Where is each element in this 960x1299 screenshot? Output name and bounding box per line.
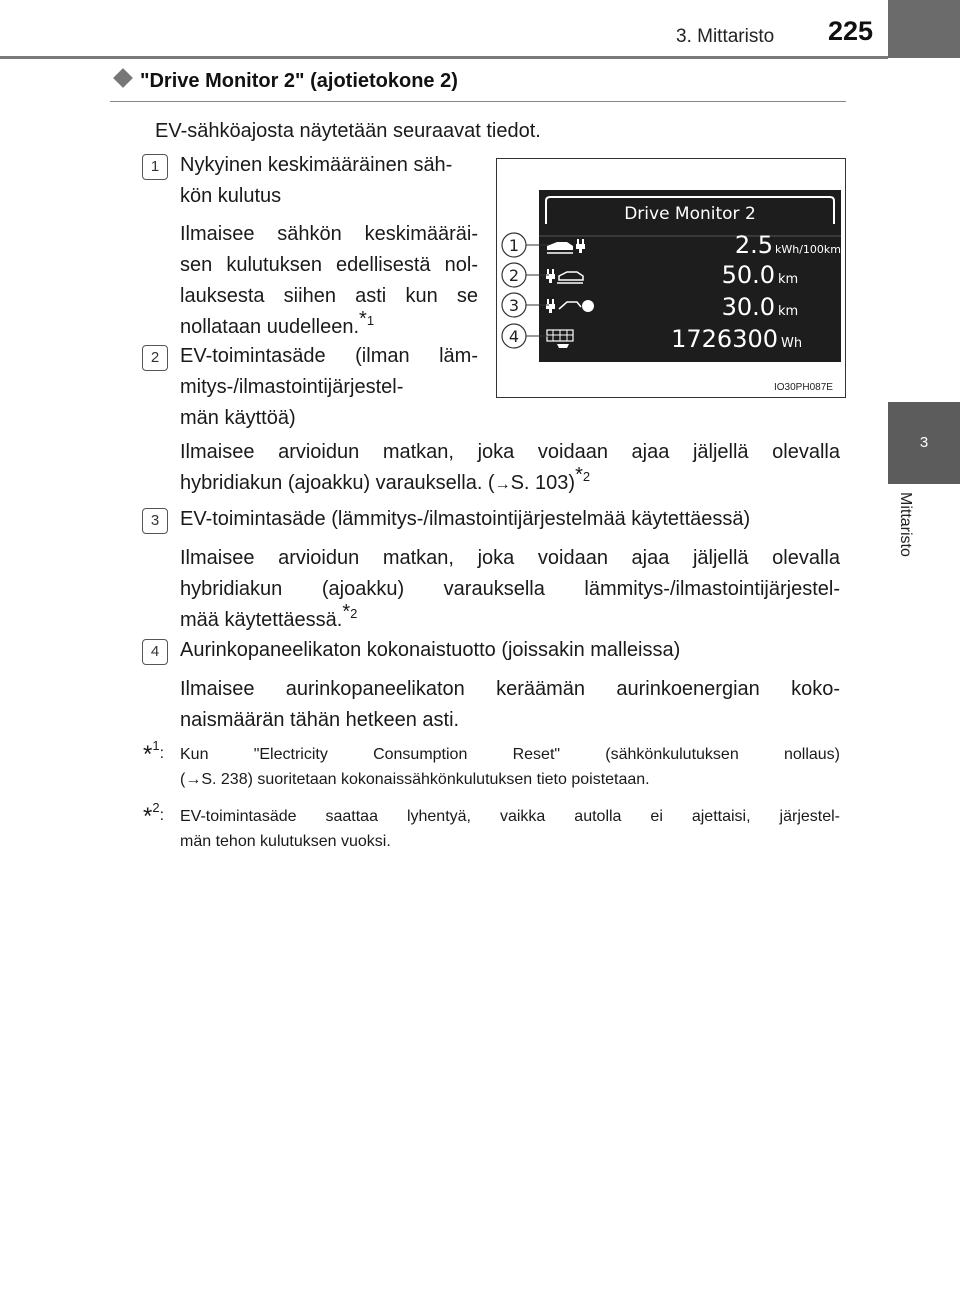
footnote-text: Kun "Electricity Consumption Reset" (sähkönkulutuksen nollaus) (→S. 238) suoritetaan kokonaissähkönkulutuksen tieto poistetaan. xyxy=(180,746,840,788)
section-title: "Drive Monitor 2" (ajotietokone 2) xyxy=(110,70,458,93)
display-value: 2.5 xyxy=(734,231,773,259)
callout-number: 1 xyxy=(508,236,520,255)
item-description: Ilmaisee aurinkopaneelikaton keräämän aurinkoenergian koko- naismäärän tähän hetkeen asti. xyxy=(180,678,840,731)
side-tab-number: 3 xyxy=(888,402,960,484)
display-title: Drive Monitor 2 xyxy=(624,204,756,224)
item-number-badge: 1 xyxy=(142,154,168,180)
callout-number: 2 xyxy=(508,266,520,285)
display-value: 50.0 xyxy=(721,261,775,289)
item-title: Nykyinen keskimääräinen säh- kön kulutus xyxy=(180,154,453,207)
arrow-right-icon: → xyxy=(494,476,511,493)
side-tab-label: Mittaristo xyxy=(897,492,914,557)
header-chapter: 3. Mittaristo xyxy=(676,26,775,47)
item-number-badge: 3 xyxy=(142,508,168,534)
display-unit: km xyxy=(778,272,799,287)
footnote-mark: *$^2$: xyxy=(143,800,165,830)
footnote-mark: *$^1$: xyxy=(143,738,165,768)
page-number: 225 xyxy=(828,16,874,46)
display-unit: Wh xyxy=(781,336,803,351)
arrow-right-icon: → xyxy=(185,771,202,788)
item-description: Ilmaisee sähkön keskimääräi- sen kulutuksen edellisestä nol- lauksesta siihen asti kun se nollataan uudelleen.$^{*1}$ xyxy=(180,223,478,338)
item-title: Aurinkopaneelikaton kokonaistuotto (joissakin malleissa) xyxy=(180,639,681,661)
item-number-badge: 2 xyxy=(142,345,168,371)
display-unit: km xyxy=(778,304,799,319)
header-rule xyxy=(0,56,888,59)
figure-frame xyxy=(496,158,846,398)
footnote-text: EV-toimintasäde saattaa lyhentyä, vaikka autolla ei ajettaisi, järjestel- män tehon kulutuksen vuoksi. xyxy=(180,808,840,850)
figure-code: IO30PH087E xyxy=(774,382,833,393)
side-tab-top xyxy=(888,0,960,58)
callout-number: 3 xyxy=(508,296,520,315)
item-title: EV-toimintasäde (lämmitys-/ilmastointijärjestelmää käytettäessä) xyxy=(180,508,751,530)
display-unit: kWh/100km xyxy=(775,243,842,256)
item-description: Ilmaisee arvioidun matkan, joka voidaan ajaa jäljellä olevalla hybridiakun (ajoakku) varauksella. (→S. 103)$^{*2}$ xyxy=(180,441,840,494)
diamond-icon xyxy=(113,68,133,88)
display-value: 1726300 xyxy=(671,325,778,353)
section-rule xyxy=(110,101,846,102)
item-title: EV-toimintasäde (ilman läm- mitys-/ilmastointijärjestel- män käyttöä) xyxy=(180,345,478,429)
item-description: Ilmaisee arvioidun matkan, joka voidaan ajaa jäljellä olevalla hybridiakun (ajoakku) varauksella lämmitys-/ilmastointijärjestel- mää käytettäessä.$^{*2}$ xyxy=(180,547,840,631)
callout-number: 4 xyxy=(508,327,520,346)
display-value: 30.0 xyxy=(721,293,775,321)
section-intro: EV-sähköajosta näytetään seuraavat tiedot. xyxy=(155,120,541,142)
item-number-badge: 4 xyxy=(142,639,168,665)
drive-monitor-display xyxy=(497,159,845,397)
